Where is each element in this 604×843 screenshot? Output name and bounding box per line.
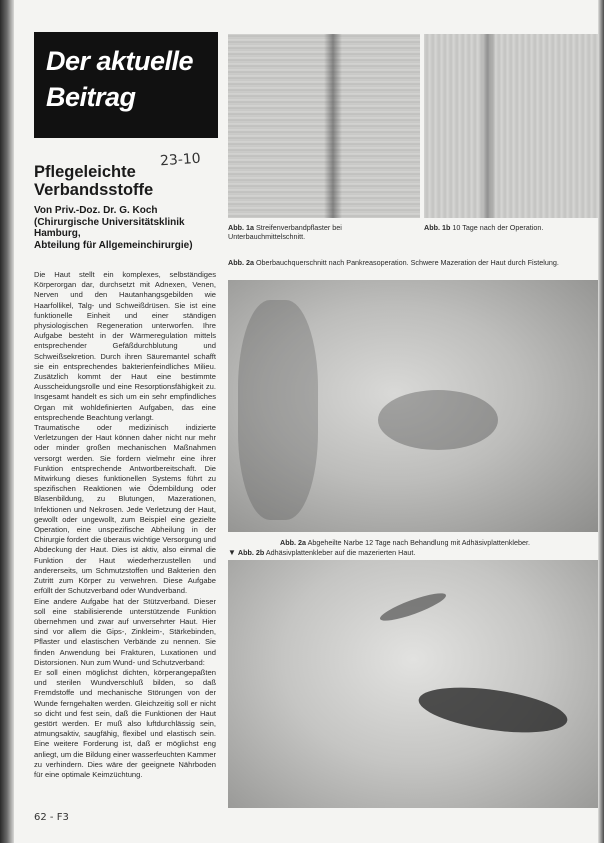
caption-text: Abgeheilte Narbe 12 Tage nach Behandlung mit Adhäsivplattenkleber. — [307, 538, 531, 547]
photo-abb-1b — [424, 34, 598, 218]
caption-abb-1a — [228, 223, 418, 241]
handwritten-page-note: 62 - F3 — [34, 812, 69, 823]
headline-line-2: Verbandsstoffe — [34, 181, 154, 199]
caption-abb-2a-top — [228, 258, 598, 267]
caption-label: Abb. 2a — [228, 258, 254, 267]
triangle-down-icon: ▼ — [228, 548, 236, 557]
caption-text: Streifenverbandpflaster bei Unterbauchmittelschnitt. — [228, 223, 342, 241]
article-headline — [34, 163, 153, 199]
section-title-box — [34, 32, 218, 138]
body-paragraph: Er soll einen möglichst dichten, körperangepaßten und sterilen Wundverschluß bilden, so daß Fremdstoffe und mechanische Störungen von der Wunde ferngehalten werden. Gleichzeitig soll er nicht so dicht und fest sein, daß die Funktionen der Haut gestört werden. Er muß also luftdurchlässig sein, atmungsaktiv, saugfähig, flexibel und elastisch sein. Eine weitere Forderung ist, daß er möglichst eng anliegt, um die Bildung einer wasserfeuchten Kammer zu verhindern. Dies wäre der geeignete Nährboden für eine optimale Keimzüchtung. — [34, 667, 216, 779]
photo-shading — [238, 300, 318, 520]
section-title-line-1: Der aktuelle — [46, 46, 194, 76]
section-title-line-2: Beitrag — [46, 82, 136, 112]
photo-shading — [378, 390, 498, 450]
article-body — [34, 270, 216, 780]
article-byline — [34, 205, 193, 251]
caption-abb-2a-bottom — [280, 538, 598, 547]
scan-edge-left — [0, 0, 14, 843]
scan-edge-right — [598, 0, 604, 843]
affiliation-line-2: Hamburg, — [34, 228, 81, 239]
caption-text: 10 Tage nach der Operation. — [452, 223, 544, 232]
headline-line-1: Pflegeleichte — [34, 163, 136, 181]
body-paragraph: Die Haut stellt ein komplexes, selbständiges Körperorgan dar, durchsetzt mit Adnexen, Venen, Nerven und den Hautanhangsgebilden wie Haarfollikel, Talg- und Schweißdrüsen. Sie ist eine funktionelle Einheit und einer ständigen physiologischen Regeneration unterworfen. Ihre Aufgabe besteht in der Wärmeregulation mittels entsprechender Gefäßdurchblutung und Schweißsekretion. Durch ihren Säuremantel schafft sie ein entsprechendes bakterienfeindliches Milieu. Zusätzlich kommt der Haut eine bestimmte Ausscheidungsrolle und eine Resorptionsfähigkeit zu. Insgesamt handelt es sich um ein sehr empfindliches Organ mit wohldefinierten Aufgaben, das eine entsprechende Beachtung verlangt. — [34, 270, 216, 422]
caption-label: Abb. 2a — [280, 538, 306, 547]
handwritten-note: 23-10 — [159, 150, 202, 170]
caption-text: Adhäsivplattenkleber auf die mazerierten Haut. — [265, 548, 416, 557]
photo-shading — [416, 680, 570, 740]
caption-label: Abb. 1a — [228, 223, 254, 232]
body-paragraph: Eine andere Aufgabe hat der Stützverband. Dieser soll eine stabilisierende unterstützende Funktion übernehmen und zwar auf unversehrter Haut. Hier sind vor allem die Gips-, Zinkleim-, Stärkebinden, Pflaster und elastischen Verbände zu nennen. Sie finden Anwendung bei Frakturen, Luxationen und Distorsionen. Nun zum Wund- und Schutzverband: — [34, 596, 216, 667]
photo-shading — [378, 588, 449, 625]
photo-abb-2b — [228, 560, 598, 808]
caption-abb-2b — [228, 548, 598, 557]
photo-abb-2a — [228, 280, 598, 532]
affiliation-line-1: (Chirurgische Universitätsklinik — [34, 216, 185, 228]
affiliation-line-3: Abteilung für Allgemeinchirurgie) — [34, 239, 193, 251]
body-paragraph: Traumatische oder medizinisch indizierte Verletzungen der Haut können daher nicht nur mehr oder minder großen mechanischen Maßnahmen versorgt werden. Sie fordern vielmehr eine ihrer Funktion entsprechende Antwortbereitschaft. Die Mitwirkung dieses funktionellen Systems führt zu spezifischen Reaktionen wie Ödembildung oder Blasenbildung, zu Blutungen, Mazerationen, Infektionen und Nekrosen. Jede Verletzung der Haut, gewollt oder ungewollt, zum Beispiel eine gezielte Operation, eine unspezifische Abheilung in der Chirurgie fordert die überaus wichtige Versorgung und Abdeckung der Haut. Dies ist aktiv, also einmal die Funktion der Haut wiederherzustellen und andererseits, um Schmutzstoffen und Bakterien den Zutritt zum Körper zu verwehren. Diese Aufgabe erfüllt der Schutzverband oder Wundverband. — [34, 423, 216, 596]
caption-label: Abb. 1b — [424, 223, 451, 232]
caption-abb-1b — [424, 223, 598, 232]
author-name: Von Priv.-Doz. Dr. G. Koch — [34, 205, 158, 216]
photo-abb-1a — [228, 34, 420, 218]
caption-text: Oberbauchquerschnitt nach Pankreasoperation. Schwere Mazeration der Haut durch Fistelung. — [255, 258, 559, 267]
caption-label: Abb. 2b — [237, 548, 265, 557]
